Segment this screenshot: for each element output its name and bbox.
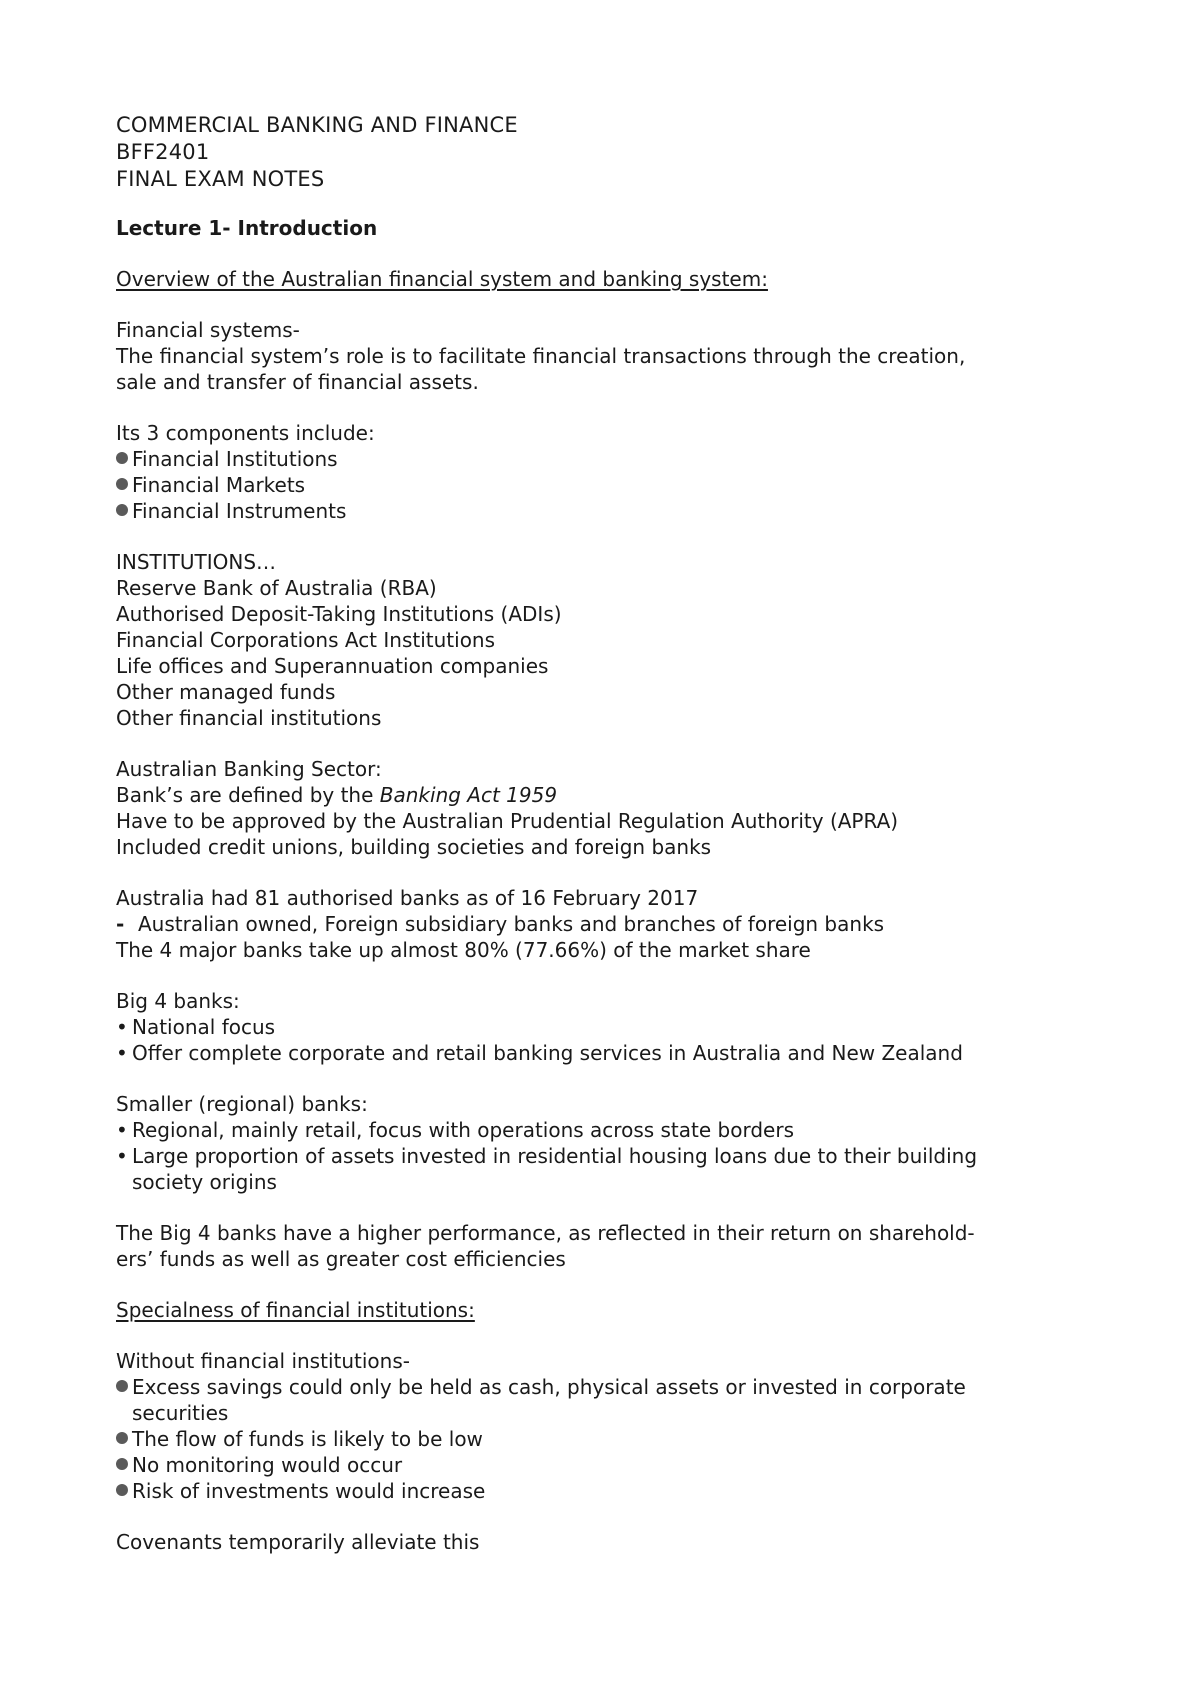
bank-count-line: Australia had 81 authorised banks as of 16 February 2017 bbox=[116, 886, 699, 910]
lecture-heading: Lecture 1- Introduction bbox=[116, 216, 378, 240]
document-body bbox=[116, 112, 1096, 1555]
financial-systems-text-1: The financial system’s role is to facilitate financial transactions through the creation, bbox=[116, 344, 966, 368]
bullet-icon: • bbox=[116, 1118, 128, 1142]
list-item: Financial Markets bbox=[116, 472, 1096, 498]
performance-line-1: The Big 4 banks have a higher performance, as reflected in their return on sharehold- bbox=[116, 1221, 975, 1245]
bullet-icon bbox=[116, 478, 128, 490]
covenants-line: Covenants temporarily alleviate this bbox=[116, 1530, 480, 1554]
components-label: Its 3 components include: bbox=[116, 421, 375, 445]
performance-line-2: ers’ funds as well as greater cost efficiencies bbox=[116, 1247, 566, 1271]
bullet-icon bbox=[116, 1458, 128, 1470]
institutions-heading: INSTITUTIONS… bbox=[116, 550, 277, 574]
list-item: • Offer complete corporate and retail banking services in Australia and New Zealand bbox=[116, 1041, 963, 1065]
bullet-icon bbox=[116, 452, 128, 464]
list-item: The flow of funds is likely to be low bbox=[116, 1426, 1096, 1452]
bullet-icon: • bbox=[116, 1144, 128, 1168]
document-type: FINAL EXAM NOTES bbox=[116, 167, 325, 191]
ownership-line: - Australian owned, Foreign subsidiary banks and branches of foreign banks bbox=[116, 912, 885, 936]
financial-systems-text-2: sale and transfer of financial assets. bbox=[116, 370, 479, 394]
smaller-banks-heading: Smaller (regional) banks: bbox=[116, 1092, 368, 1116]
list-item-continuation: securities bbox=[132, 1401, 229, 1425]
list-item: Excess savings could only be held as cash, physical assets or invested in corporate bbox=[116, 1374, 1096, 1400]
course-title: COMMERCIAL BANKING AND FINANCE bbox=[116, 113, 518, 137]
institution-item: Life offices and Superannuation companies bbox=[116, 654, 549, 678]
list-item: Risk of investments would increase bbox=[116, 1478, 1096, 1504]
overview-heading: Overview of the Australian financial system and banking system: bbox=[116, 267, 768, 291]
specialness-heading: Specialness of financial institutions: bbox=[116, 1298, 475, 1322]
banking-act-line: Bank’s are defined by the Banking Act 1959 bbox=[116, 783, 558, 807]
list-item: • National focus bbox=[116, 1015, 276, 1039]
institution-item: Other financial institutions bbox=[116, 706, 382, 730]
institution-item: Other managed funds bbox=[116, 680, 336, 704]
course-code: BFF2401 bbox=[116, 140, 210, 164]
included-line: Included credit unions, building societies and foreign banks bbox=[116, 835, 712, 859]
bullet-icon: • bbox=[116, 1015, 128, 1039]
banking-sector-heading: Australian Banking Sector: bbox=[116, 757, 382, 781]
market-share-line: The 4 major banks take up almost 80% (77.66%) of the market share bbox=[116, 938, 811, 962]
banking-act-title: Banking Act 1959 bbox=[379, 783, 558, 807]
big4-heading: Big 4 banks: bbox=[116, 989, 240, 1013]
list-item: • Large proportion of assets invested in residential housing loans due to their building bbox=[116, 1144, 978, 1168]
bullet-icon bbox=[116, 1432, 128, 1444]
apra-line: Have to be approved by the Australian Prudential Regulation Authority (APRA) bbox=[116, 809, 899, 833]
list-item: • Regional, mainly retail, focus with operations across state borders bbox=[116, 1118, 794, 1142]
financial-systems-label: Financial systems- bbox=[116, 318, 300, 342]
list-item: No monitoring would occur bbox=[116, 1452, 1096, 1478]
institution-item: Authorised Deposit-Taking Institutions (ADIs) bbox=[116, 602, 562, 626]
bullet-icon bbox=[116, 504, 128, 516]
institution-item: Reserve Bank of Australia (RBA) bbox=[116, 576, 437, 600]
without-fi-label: Without financial institutions- bbox=[116, 1349, 410, 1373]
dash-marker: - bbox=[116, 912, 125, 936]
bullet-icon bbox=[116, 1484, 128, 1496]
institution-item: Financial Corporations Act Institutions bbox=[116, 628, 496, 652]
list-item-continuation: society origins bbox=[132, 1170, 277, 1194]
bullet-icon bbox=[116, 1380, 128, 1392]
list-item: Financial Instruments bbox=[116, 498, 1096, 524]
list-item: Financial Institutions bbox=[116, 446, 1096, 472]
bullet-icon: • bbox=[116, 1041, 128, 1065]
